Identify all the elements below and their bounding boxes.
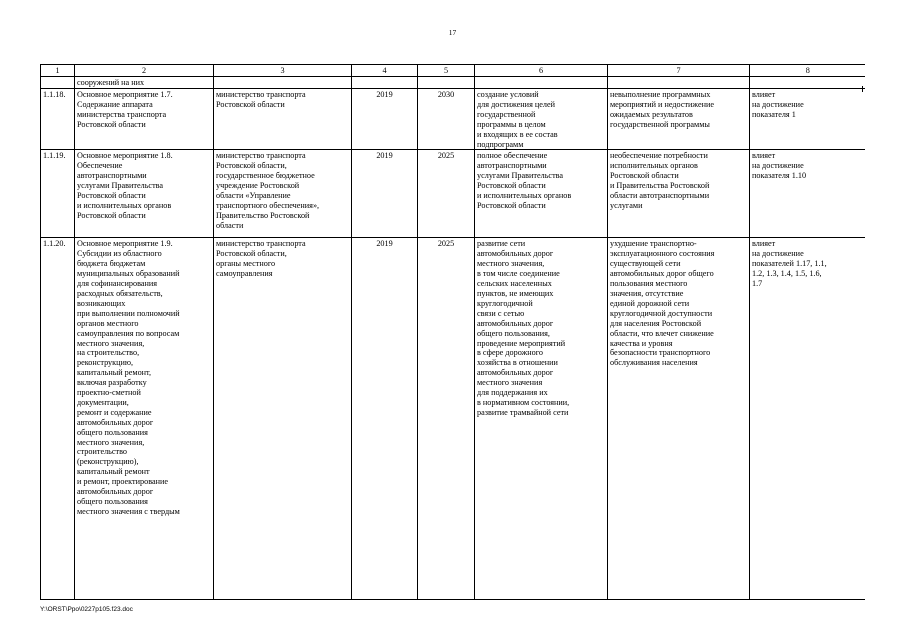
table-row — [41, 89, 866, 150]
header-row — [41, 65, 866, 77]
table-row — [41, 77, 866, 89]
start-year-cell: 2019 — [352, 150, 418, 238]
header-cell: 6 — [475, 65, 608, 77]
consequence-cell: ухудшение транспортно- эксплуатационного состояния существующей сети автомобильных дорог общего пользования местного значения, отсутствие единой дорожной сети круглогодичной доступности для населения Ростовской области, что влечет снижение качества и уровня безопасности транспортного обслуживания населения — [608, 238, 750, 600]
measure-cell: сооружений на них — [75, 77, 214, 89]
start-year-cell — [352, 77, 418, 89]
executor-cell: министерство транспорта Ростовской области — [214, 89, 352, 150]
relation-cell: влияет на достижение показателя 1.10 — [750, 150, 866, 238]
table-row — [41, 238, 866, 600]
header-cell: 5 — [418, 65, 475, 77]
row-number-cell: 1.1.19. — [41, 150, 75, 238]
header-cell: 2 — [75, 65, 214, 77]
result-cell: полное обеспечение автотранспортными услугами Правительства Ростовской области и исполнительных органов Ростовской области — [475, 150, 608, 238]
relation-cell — [750, 77, 866, 89]
executor-cell: министерство транспорта Ростовской области, государственное бюджетное учреждение Ростовской области «Управление транспортного обеспечения», Правительство Ростовской области — [214, 150, 352, 238]
consequence-cell: необеспечение потребности исполнительных органов Ростовской области и Правительства Ростовской области автотранспортными услугами — [608, 150, 750, 238]
row-number-cell — [41, 77, 75, 89]
measure-cell: Основное мероприятие 1.9. Субсидии из областного бюджета бюджетам муниципальных образований для софинансирования расходных обязательств, возникающих при выполнении полномочий органов местного самоуправления по вопросам местного значения, на строительство, реконструкцию, капитальный ремонт, включая разработку проектно-сметной документации, ремонт и содержание автомобильных дорог общего пользования местного значения, строительство (реконструкцию), капитальный ремонт и ремонт, проектирование автомобильных дорог общего пользования местного значения с твердым — [75, 238, 214, 600]
measure-cell: Основное мероприятие 1.8. Обеспечение автотранспортными услугами Правительства Ростовской области и исполнительных органов Ростовской области — [75, 150, 214, 238]
program-measures-table — [40, 64, 865, 600]
end-year-cell — [418, 77, 475, 89]
consequence-cell: невыполнение программных мероприятий и недостижение ожидаемых результатов государственной программы — [608, 89, 750, 150]
result-cell: развитие сети автомобильных дорог местного значения, в том числе соединение сельских населенных пунктов, не имеющих круглогодичной связи с сетью автомобильных дорог общего пользования, проведение мероприятий в сфере дорожного хозяйства в отношении автомобильных дорог местного значения для поддержания их в нормативном состоянии, развитие трамвайной сети — [475, 238, 608, 600]
executor-cell: министерство транспорта Ростовской области, органы местного самоуправления — [214, 238, 352, 600]
result-cell — [475, 77, 608, 89]
header-cell: 4 — [352, 65, 418, 77]
start-year-cell: 2019 — [352, 238, 418, 600]
end-year-cell: 2030 — [418, 89, 475, 150]
relation-cell: влияет на достижение показателя 1 — [750, 89, 866, 150]
table-row — [41, 150, 866, 238]
header-cell: 1 — [41, 65, 75, 77]
header-cell: 3 — [214, 65, 352, 77]
header-cell: 8 — [750, 65, 866, 77]
header-cell: 7 — [608, 65, 750, 77]
end-year-cell: 2025 — [418, 238, 475, 600]
consequence-cell — [608, 77, 750, 89]
table-container — [40, 64, 865, 606]
row-number-cell: 1.1.20. — [41, 238, 75, 600]
result-cell: создание условий для достижения целей государственной программы в целом и входящих в ее состав подпрограмм — [475, 89, 608, 150]
executor-cell — [214, 77, 352, 89]
measure-cell: Основное мероприятие 1.7. Содержание аппарата министерства транспорта Ростовской области — [75, 89, 214, 150]
end-year-cell: 2025 — [418, 150, 475, 238]
page-number: 17 — [448, 28, 457, 37]
row-number-cell: 1.1.18. — [41, 89, 75, 150]
document-path-footer: Y:\ORST\Ppo\0227p105.f23.doc — [40, 606, 133, 613]
start-year-cell: 2019 — [352, 89, 418, 150]
relation-cell: влияет на достижение показателей 1.17, 1.1, 1.2, 1.3, 1.4, 1.5, 1.6, 1.7 — [750, 238, 866, 600]
